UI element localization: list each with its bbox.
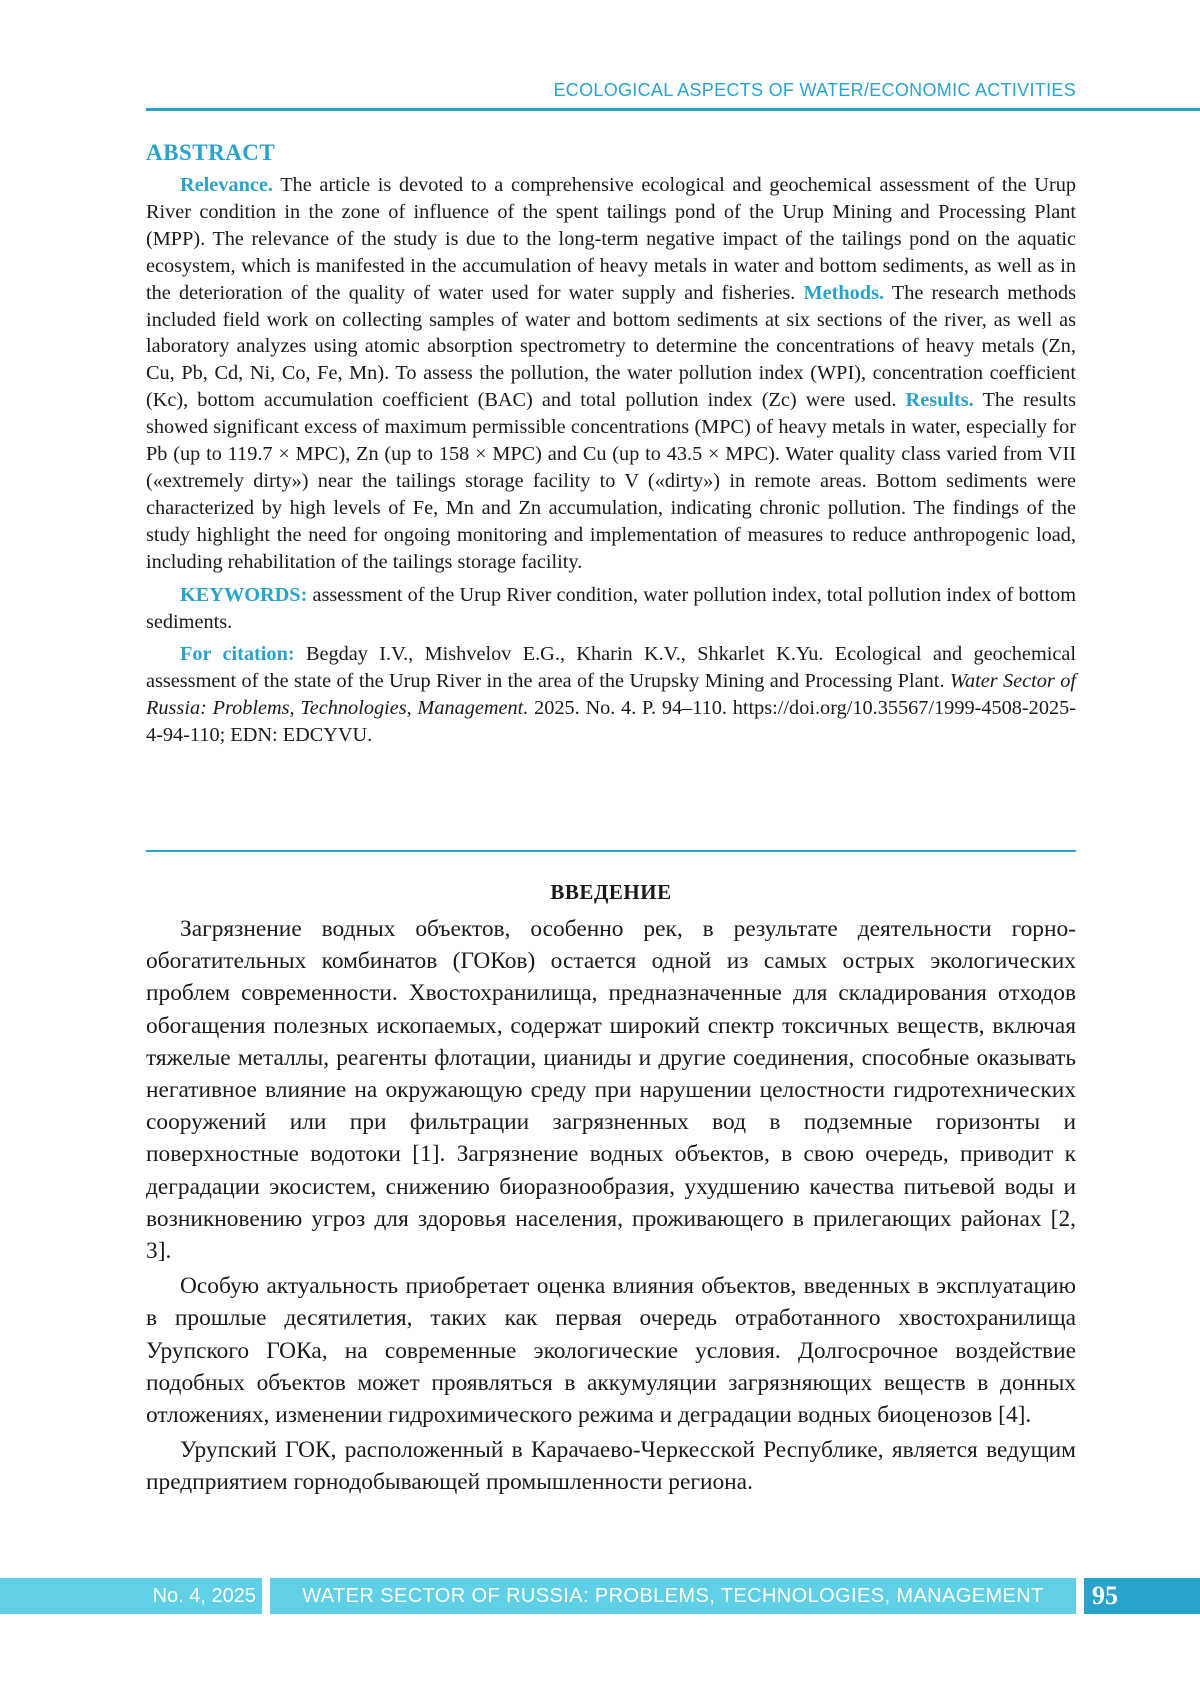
citation-label: For citation: xyxy=(180,643,295,666)
methods-text: The research methods included field work on collecting samples of water and bottom sediments at six sections of the river, as well as laboratory analyzes using atomic absorption spectrometry to determine the concentrations of heavy metals (Zn, Cu, Pb, Cd, Ni, Co, Fe, Mn). To assess the pollution, the water pollution index (WPI), concentration coefficient (Kc), bottom accumulation coefficient (BAC) and total pollution index (Zc) were used. xyxy=(146,281,1076,412)
methods-label: Methods. xyxy=(803,281,885,304)
header-rule xyxy=(146,108,1200,111)
introduction-section xyxy=(146,880,1076,1502)
keywords-label: KEYWORDS: xyxy=(180,583,308,606)
intro-paragraph: Загрязнение водных объектов, особенно рек, в результате деятельности горно-обогатительных комбинатов (ГОКов) остается одной из самых острых экологических проблем современности. Хвостохранилища, предназначенные для складирования отходов обогащения полезных ископаемых, содержат широкий спектр токсичных веществ, включая тяжелые металлы, реагенты флотации, цианиды и другие соединения, способные оказывать негативное влияние на окружающую среду при нарушении целостности гидротехнических сооружений или при фильтрации загрязненных вод в подземные горизонты и поверхностные водотоки [1]. Загрязнение водных объектов, в свою очередь, приводит к деградации экосистем, снижению биоразнообразия, ухудшению качества питьевой воды и возникновению угроз для здоровья населения, проживающего в прилегающих районах [2, 3]. xyxy=(146,916,1076,1265)
results-label: Results. xyxy=(905,389,974,412)
citation xyxy=(146,641,1076,749)
citation-text-2: 2025. No. 4. P. 94–110. https://doi.org/10.35567/1999-4508-2025-4-94-110; EDN: EDCYVU. xyxy=(146,697,1076,747)
relevance-label: Relevance. xyxy=(180,174,273,196)
citation-journal: Water Sector of Russia: Problems, Technologies, Management. xyxy=(146,670,1076,720)
page-number: 95 xyxy=(1084,1578,1200,1614)
relevance-text: The article is devoted to a comprehensive ecological and geochemical assessment of the Urup River condition in the zone of influence of the spent tailings pond of the Urup Mining and Processing Plant (MPP). The relevance of the study is due to the long-term negative impact of the tailings pond on the aquatic ecosystem, which is manifested in the accumulation of heavy metals in water and bottom sediments, as well as in the deterioration of the quality of water used for water supply and fisheries. xyxy=(146,174,1076,304)
section-separator xyxy=(146,850,1076,852)
intro-paragraph: Урупский ГОК, расположенный в Карачаево-Черкесской Республике, является ведущим предприятием горнодобывающей промышленности региона. xyxy=(146,1437,1076,1496)
intro-paragraph: Особую актуальность приобретает оценка влияния объектов, введенных в эксплуатацию в прошлые десятилетия, таких как первая очередь отработанного хвостохранилища Урупского ГОКа, на современные экологические условия. Долгосрочное воздействие подобных объектов может проявляться в аккумуляции загрязняющих веществ в донных отложениях, изменении гидрохимического режима и деградации водных биоценозов [4]. xyxy=(146,1273,1076,1429)
abstract-body xyxy=(146,172,1076,576)
running-head: ECOLOGICAL ASPECTS OF WATER/ECONOMIC ACTIVITIES xyxy=(553,80,1076,100)
page-footer xyxy=(0,1578,1200,1614)
citation-text-1: Begday I.V., Mishvelov E.G., Kharin K.V., Shkarlet K.Yu. Ecological and geochemical assessment of the state of the Urup River in the area of the Urupsky Mining and Processing Plant. xyxy=(146,643,1076,693)
footer-issue: No. 4, 2025 xyxy=(0,1578,262,1614)
keywords-text: assessment of the Urup River condition, water pollution index, total pollution index of bottom sediments. xyxy=(146,583,1076,633)
abstract-title: ABSTRACT xyxy=(146,140,276,165)
footer-journal: WATER SECTOR OF RUSSIA: PROBLEMS, TECHNOLOGIES, MANAGEMENT xyxy=(270,1578,1076,1614)
keywords xyxy=(146,582,1076,636)
introduction-title: ВВЕДЕНИЕ xyxy=(550,880,672,904)
abstract-section xyxy=(146,140,1076,749)
results-text: The results showed significant excess of maximum permissible concentrations (MPC) of heavy metals in water, especially for Pb (up to 119.7 × MPC), Zn (up to 158 × MPC) and Cu (up to 43.5 × MPC). Water quality class varied from VII («extremely dirty») near the tailings storage facility to V («dirty») in remote areas. Bottom sediments were characterized by high levels of Fe, Mn and Zn accumulation, indicating chronic pollution. The findings of the study highlight the need for ongoing monitoring and implementation of measures to reduce anthropogenic load, including rehabilitation of the tailings storage facility. xyxy=(146,389,1076,573)
